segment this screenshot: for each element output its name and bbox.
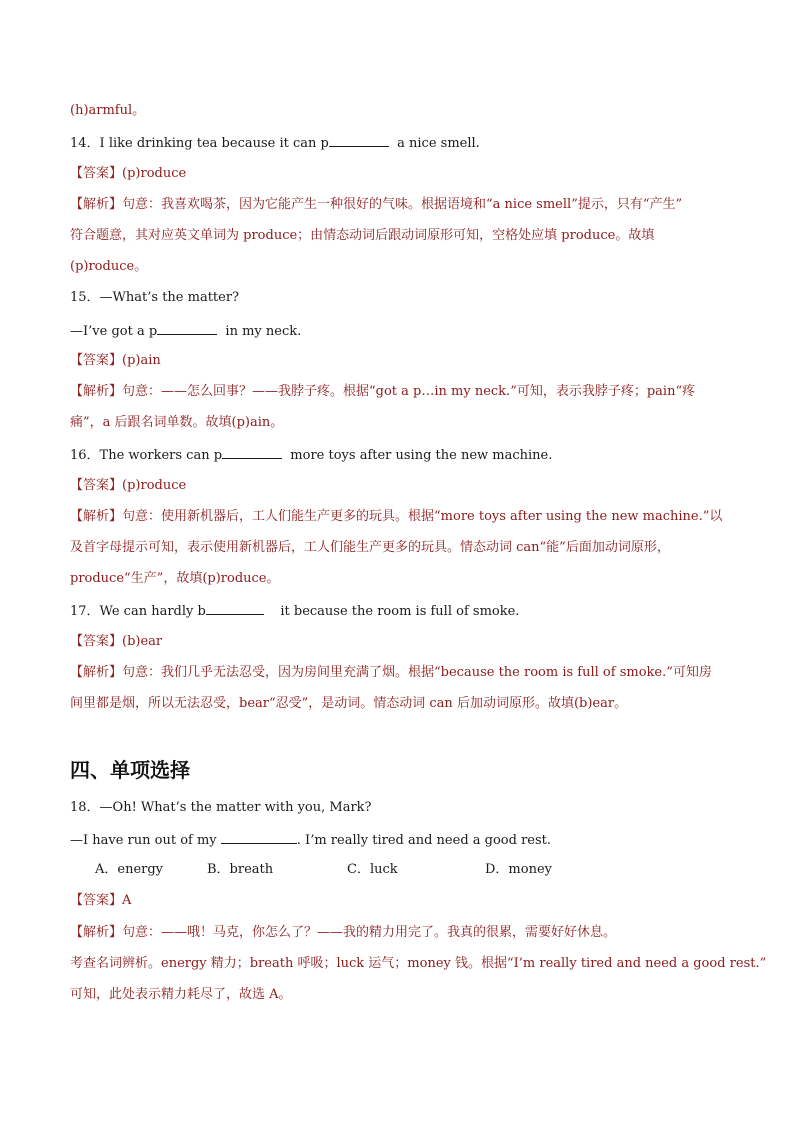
- question-number: 17．: [70, 604, 100, 619]
- answer-tag: 【答案】: [70, 478, 123, 493]
- analysis-text: 句意：——怎么回事？——我脖子疼。根据“got a p…in my neck.”可知，表示我脖子疼；pain“疼: [122, 384, 696, 399]
- question-17: [70, 602, 724, 620]
- answer-18: [70, 893, 724, 909]
- answer-tag: 【答案】: [70, 634, 123, 649]
- analysis-text: 句意：使用新机器后，工人们能生产更多的玩具。根据“more toys after using the new machine.”以: [122, 509, 723, 524]
- section-heading: 四、单项选择: [70, 758, 190, 782]
- analysis-17-line-2: 间里都是烟，所以无法忍受，bear“忍受”，是动词。情态动词 can 后加动词原形。故填(b)ear。: [70, 696, 628, 711]
- analysis-tag: 【解析】: [70, 509, 123, 524]
- question-number: 16．: [70, 448, 100, 463]
- question-text-line1: —Oh! What’s the matter with you, Mark?: [99, 800, 372, 815]
- analysis-14-line-2: 符合题意，其对应英文单词为 produce；由情态动词后跟动词原形可知，空格处应填 produce。故填: [70, 228, 655, 243]
- analysis-14-line-1: [70, 197, 724, 213]
- answer-blank: [222, 446, 282, 459]
- question-number: 15．: [70, 290, 100, 305]
- option-d: D．money: [485, 862, 552, 877]
- analysis-18-line-3: 可知，此处表示精力耗尽了，故选 A。: [70, 987, 292, 1002]
- answer-value: (p)roduce: [122, 166, 187, 181]
- answer-value: (p)ain: [122, 353, 161, 368]
- answer-14: [70, 166, 724, 182]
- answer-tag: 【答案】: [70, 166, 123, 181]
- analysis-tag: 【解析】: [70, 384, 123, 399]
- question-14: [70, 134, 724, 152]
- question-text-post: a nice smell.: [397, 136, 480, 151]
- answer-17: [70, 634, 724, 650]
- question-18: [70, 800, 724, 816]
- question-number: 14．: [70, 136, 100, 151]
- question-18-line-2: [70, 831, 724, 849]
- analysis-18-line-1: [70, 925, 724, 941]
- analysis-14-line-3: (p)roduce。: [70, 259, 148, 274]
- option-a: A．energy: [95, 862, 164, 877]
- analysis-16-line-2: 及首字母提示可知，表示使用新机器后，工人们能生产更多的玩具。情态动词 can“能”后面加动词原形，: [70, 540, 670, 555]
- question-15-line-2: [70, 322, 724, 340]
- analysis-text: 句意：我喜欢喝茶，因为它能产生一种很好的气味。根据语境和“a nice smell”提示，只有“产生”: [122, 197, 683, 212]
- answer-value: (b)ear: [122, 634, 163, 649]
- answer-blank: [329, 134, 389, 147]
- question-text-post: in my neck.: [225, 324, 302, 339]
- answer-value: (p)roduce: [122, 478, 187, 493]
- analysis-15-line-2: 痛”，a 后跟名词单数。故填(p)ain。: [70, 415, 284, 430]
- options-row: [95, 862, 724, 878]
- question-text-pre: —I have run out of my: [70, 833, 217, 848]
- question-text-post: more toys after using the new machine.: [290, 448, 553, 463]
- analysis-text: 句意：——哦！马克，你怎么了？——我的精力用完了。我真的很累，需要好好休息。: [122, 925, 617, 940]
- question-text-line1: —What’s the matter?: [99, 290, 240, 305]
- analysis-tag: 【解析】: [70, 665, 123, 680]
- analysis-tag: 【解析】: [70, 197, 123, 212]
- question-text-pre: We can hardly b: [99, 604, 206, 619]
- question-16: [70, 446, 724, 464]
- analysis-17-line-1: [70, 665, 724, 681]
- answer-blank: [157, 322, 217, 335]
- analysis-16-line-3: produce“生产”，故填(p)roduce。: [70, 571, 280, 586]
- answer-blank: [221, 831, 297, 844]
- analysis-tag: 【解析】: [70, 925, 123, 940]
- analysis-16-line-1: [70, 509, 724, 525]
- question-text-pre: —I’ve got a p: [70, 324, 158, 339]
- question-text-post: it because the room is full of smoke.: [280, 604, 520, 619]
- answer-blank: [206, 602, 264, 615]
- analysis-text: 句意：我们几乎无法忍受，因为房间里充满了烟。根据“because the room is full of smoke.”可知房: [122, 665, 712, 680]
- previous-answer-fragment: (h)armful。: [70, 103, 146, 118]
- question-text-post: . I’m really tired and need a good rest.: [296, 833, 552, 848]
- question-text-pre: The workers can p: [99, 448, 223, 463]
- answer-15: [70, 353, 724, 369]
- option-b: B．breath: [207, 862, 274, 877]
- option-c: C．luck: [347, 862, 398, 877]
- answer-tag: 【答案】: [70, 353, 123, 368]
- question-15: [70, 290, 724, 306]
- question-text-pre: I like drinking tea because it can p: [99, 136, 329, 151]
- analysis-15-line-1: [70, 384, 724, 400]
- question-number: 18．: [70, 800, 100, 815]
- analysis-18-line-2: 考查名词辨析。energy 精力；breath 呼吸；luck 运气；money 钱。根据“I’m really tired and need a good rest.”: [70, 956, 767, 971]
- answer-value: A: [122, 893, 132, 908]
- answer-16: [70, 478, 724, 494]
- answer-tag: 【答案】: [70, 893, 123, 908]
